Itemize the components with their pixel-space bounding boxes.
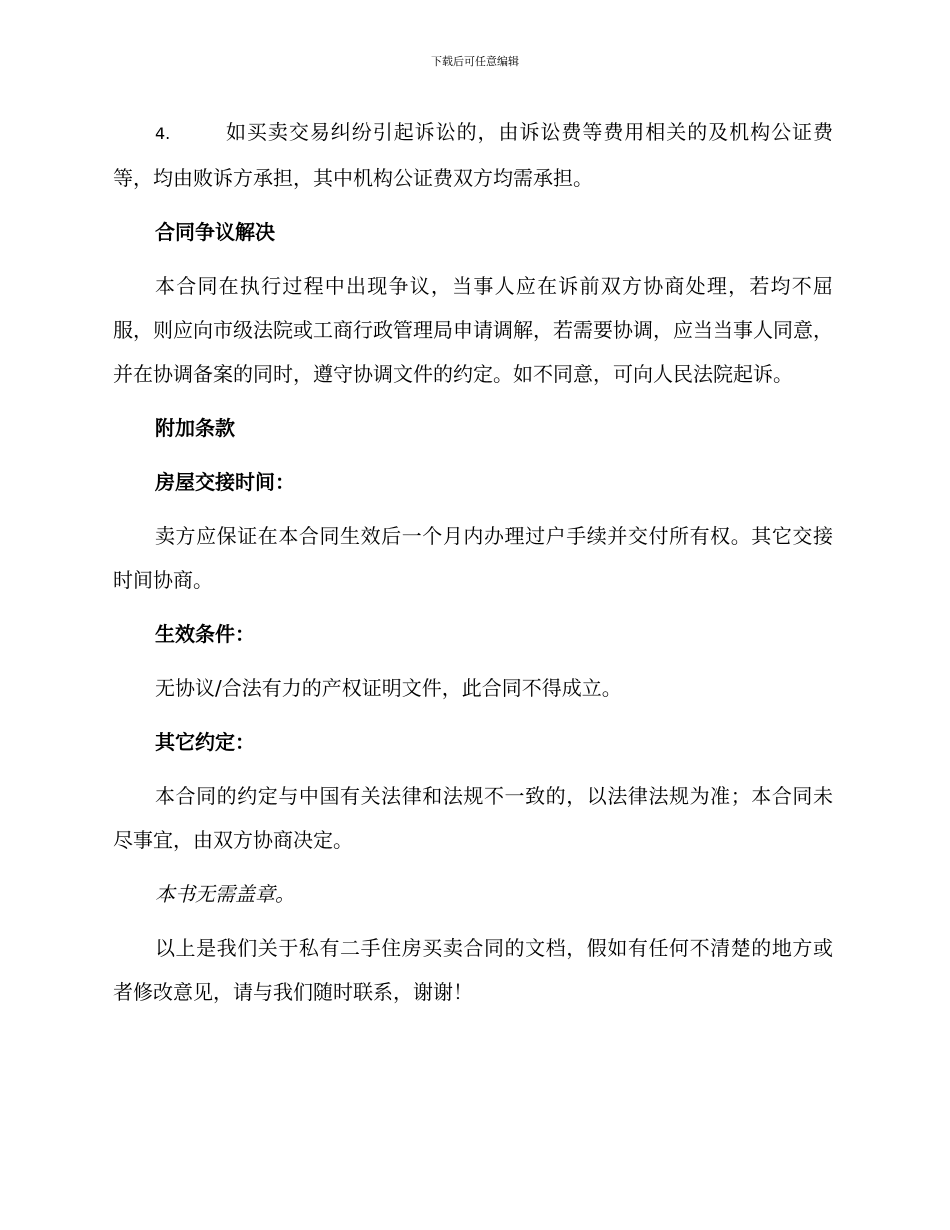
other-heading: 其它约定： — [155, 730, 255, 754]
handover-text: 卖方应保证在本合同生效后一个月内办理过户手续并交付所有权。其它交接时间协商。 — [113, 524, 833, 592]
clause-number: 4. — [155, 124, 171, 143]
closing-text: 以上是我们关于私有二手住房买卖合同的文档，假如有任何不清楚的地方或者修改意见，请与我们随时联系，谢谢！ — [113, 936, 833, 1004]
page-header: 下载后可任意编辑 — [431, 55, 519, 68]
dispute-text: 本合同在执行过程中出现争议，当事人应在诉前双方协商处理，若均不屈服，则应向市级法院或工商行政管理局申请调解，若需要协调，应当当事人同意，并在协调备案的同时，遵守协调文件的约定。如不同意，可向人民法院起诉。 — [113, 274, 833, 386]
effective-heading: 生效条件： — [155, 622, 255, 646]
additional-terms-heading: 附加条款 — [155, 416, 235, 440]
other-text: 本合同的约定与中国有关法律和法规不一致的，以法律法规为准；本合同未尽事宜，由双方协商决定。 — [113, 784, 833, 852]
dispute-heading: 合同争议解决 — [155, 220, 275, 244]
clause-4-text: 如买卖交易纠纷引起诉讼的，由诉讼费等费用相关的及机构公证费等，均由败诉方承担，其中机构公证费双方均需承担。 — [113, 120, 833, 190]
handover-heading: 房屋交接时间： — [155, 470, 295, 494]
document-body — [113, 110, 833, 1024]
clause-4 — [113, 110, 833, 200]
effective-text: 无协议/合法有力的产权证明文件，此合同不得成立。 — [155, 676, 622, 700]
seal-note: 本书无需盖章。 — [155, 882, 295, 906]
